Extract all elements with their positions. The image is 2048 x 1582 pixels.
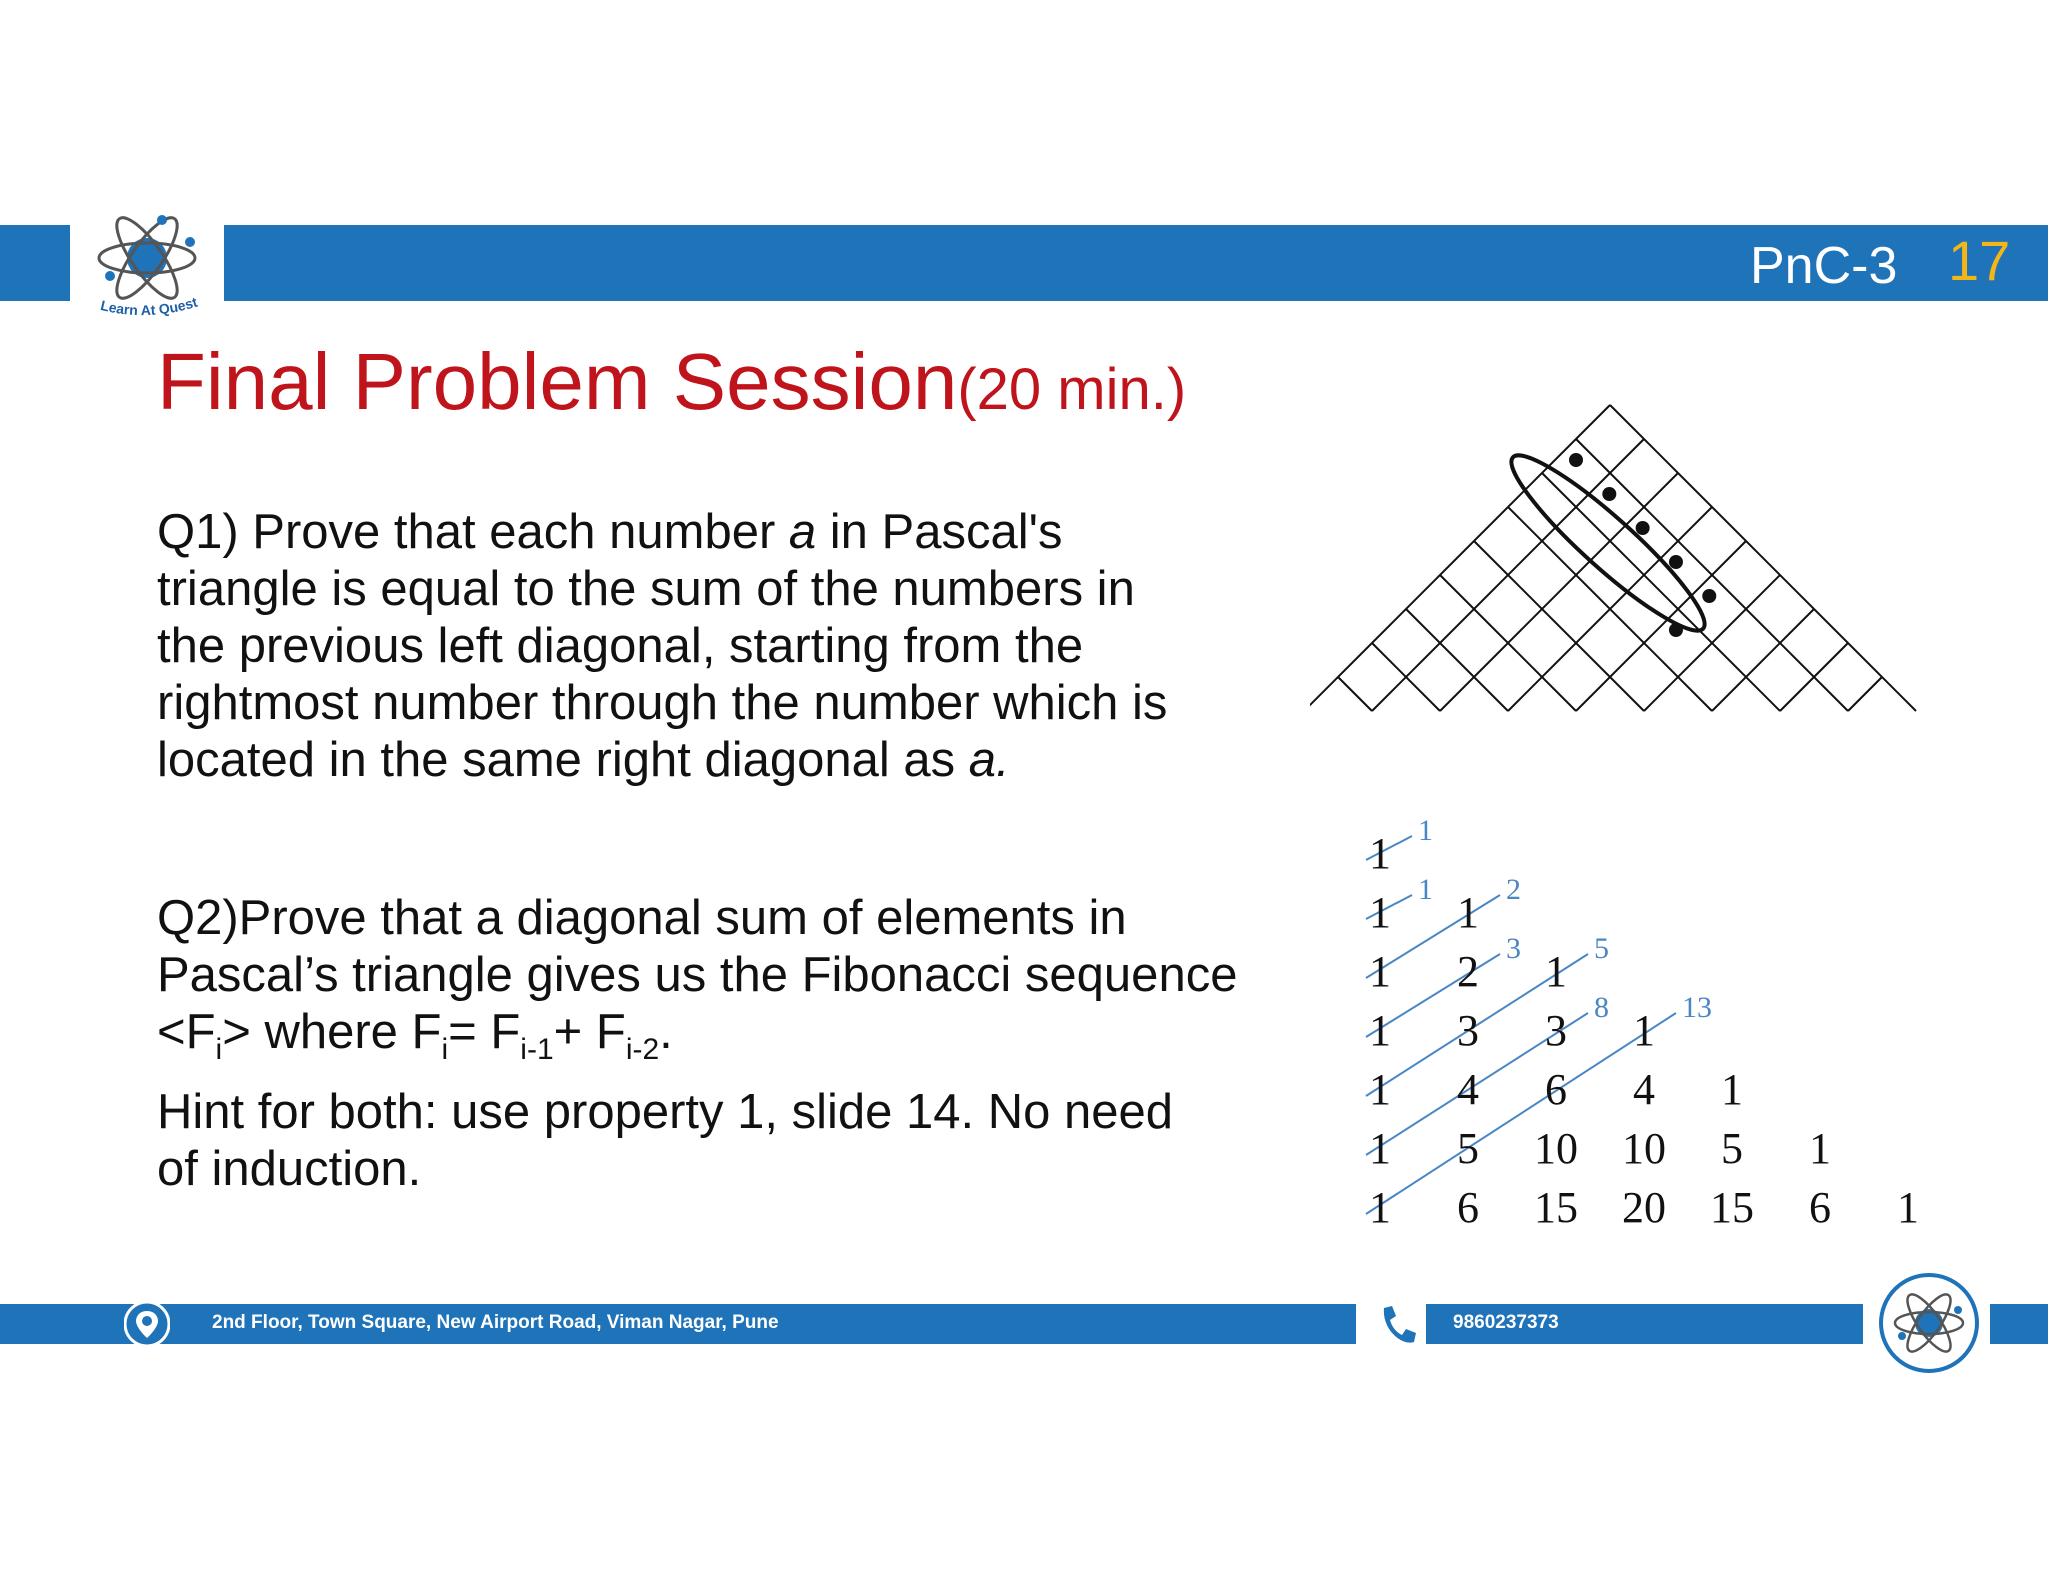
pascal-number: 1 [1721,1065,1743,1114]
footer-atom-logo-icon [1878,1272,1980,1374]
fibonacci-label: 8 [1594,991,1609,1024]
pascal-number: 20 [1622,1183,1666,1232]
fibonacci-label: 3 [1506,932,1521,965]
pascal-number: 1 [1369,1124,1391,1173]
grid-dots [1569,453,1716,637]
pascal-number: 5 [1457,1124,1479,1173]
grid-line [1338,677,1372,711]
fibonacci-label: 5 [1594,932,1609,965]
footer-phone: 9860237373 [1453,1312,1559,1333]
fibonacci-label: 2 [1506,873,1521,906]
pascal-number: 6 [1457,1183,1479,1232]
pascal-number: 1 [1633,1006,1655,1055]
grid-dot [1669,623,1683,637]
pascal-number: 15 [1710,1183,1754,1232]
pascal-number: 1 [1809,1124,1831,1173]
header-band [0,225,2048,301]
atom-logo-icon [70,206,224,320]
pascal-number: 1 [1369,1006,1391,1055]
pascal-number: 1 [1369,1183,1391,1232]
q1-line-4: rightmost number through the number which is [157,676,1168,730]
pascal-number: 1 [1897,1183,1919,1232]
hint-line-1: Hint for both: use property 1, slide 14. No need [157,1085,1173,1139]
grid-line [1310,405,1610,711]
grid-line [1440,473,1678,711]
grid-dot [1669,555,1683,569]
question-2 [157,890,1327,1078]
grid-line [1610,405,1916,711]
pascal-number: 10 [1534,1124,1578,1173]
pascal-number: 1 [1369,888,1391,937]
pascal-number: 2 [1457,947,1479,996]
grid-dot [1602,487,1616,501]
pascal-grid-diagram [1310,395,1930,725]
location-pin-icon [124,1301,170,1347]
pascal-number: 4 [1633,1065,1655,1114]
pascal-number: 4 [1457,1065,1479,1114]
course-code: PnC-3 [1750,237,1898,295]
pascal-number: 5 [1721,1124,1743,1173]
svg-text:Learn At Quest: Learn At Quest [99,293,200,319]
pascal-number: 3 [1545,1006,1567,1055]
grid-line [1406,609,1508,711]
grid-line [1848,677,1882,711]
q1-line-2: triangle is equal to the sum of the numbers in [157,562,1135,616]
pascal-number: 3 [1457,1006,1479,1055]
title-duration: (20 min.) [957,357,1187,422]
footer-band-end [1990,1304,2048,1344]
grid-lines [1310,405,1916,711]
fibonacci-label: 1 [1418,873,1433,906]
slide-number: 17 [1948,229,2011,292]
q2-line-1: Q2)Prove that a diagonal sum of elements in [157,891,1127,945]
pascal-numbers [1369,829,1919,1232]
slide-title [157,337,1187,426]
phone-icon [1372,1300,1420,1350]
pascal-number: 1 [1369,1065,1391,1114]
grid-dot [1636,521,1650,535]
pascal-number: 6 [1545,1065,1567,1114]
pascal-number: 1 [1369,829,1391,878]
pascal-number: 6 [1809,1183,1831,1232]
footer-address: 2nd Floor, Town Square, New Airport Road, Viman Nagar, Pune [212,1312,779,1333]
grid-line [1712,609,1814,711]
grid-dot [1702,589,1716,603]
q1-line-5: located in the same right diagonal as a. [157,733,1010,787]
question-1 [157,504,1327,789]
hint-line-2: of induction. [157,1142,422,1196]
fibonacci-label: 13 [1682,991,1712,1024]
pascal-number: 1 [1545,947,1567,996]
q1-line-1: Q1) Prove that each number a in Pascal's [157,505,1063,559]
q1-line-3: the previous left diagonal, starting from the [157,619,1084,673]
pascal-triangle-fibonacci [1340,800,1940,1240]
header-logo [70,206,224,320]
fibonacci-label: 1 [1418,814,1433,847]
hint [157,1084,1327,1198]
pascal-number: 15 [1534,1183,1578,1232]
q2-line-3: $<F_i>$ where $F_i= F_{i-1}+ F_{i-2}$. [157,1005,673,1066]
pascal-number: 1 [1369,947,1391,996]
grid-line [1474,541,1644,711]
q2-line-2: Pascal’s triangle gives us the Fibonacci sequence [157,948,1238,1002]
grid-line [1542,473,1780,711]
pascal-number: 1 [1457,888,1479,937]
pascal-number: 10 [1622,1124,1666,1173]
title-main: Final Problem Session [157,337,958,426]
grid-line [1576,541,1746,711]
grid-dot [1569,453,1583,467]
